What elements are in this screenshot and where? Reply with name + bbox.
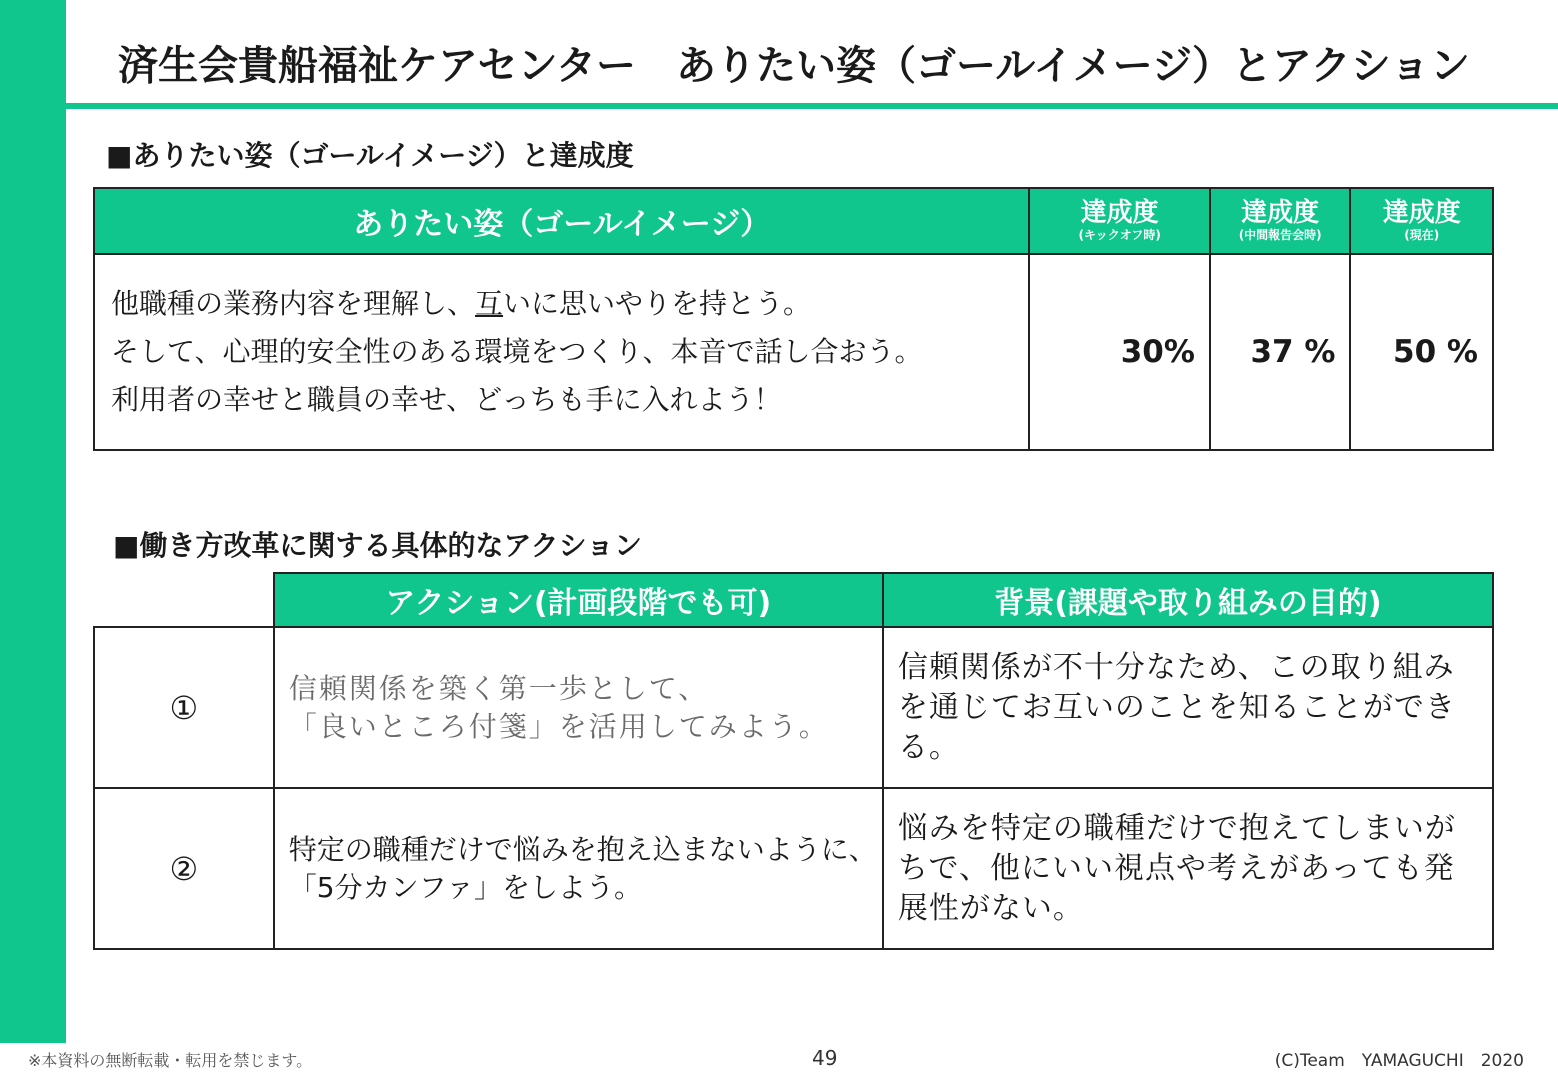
background-cell: 信頼関係が不十分なため、この取り組みを通じてお互いのことを知ることができる。 bbox=[883, 627, 1493, 788]
rate-header-sublabel: (キックオフ時) bbox=[1078, 228, 1161, 242]
rate-midterm-value: 37 % bbox=[1210, 254, 1351, 450]
goal-text: いに思いやりを持とう。 bbox=[503, 287, 812, 320]
action-cell bbox=[274, 788, 883, 949]
goal-table-row bbox=[94, 254, 1493, 450]
action-table bbox=[93, 572, 1494, 950]
blank-header-cell bbox=[94, 573, 274, 627]
rate-header-label: 達成度 bbox=[1241, 198, 1320, 228]
footer-notice: ※本資料の無断転載・転用を禁じます。 bbox=[28, 1051, 313, 1070]
rate-column-header-midterm bbox=[1210, 188, 1351, 254]
goal-line-2: そして、心理的安全性のある環境をつくり、本音で話し合おう。 bbox=[111, 335, 923, 368]
goal-column-header: ありたい姿（ゴールイメージ） bbox=[94, 188, 1029, 254]
background-column-header: 背景(課題や取り組みの目的) bbox=[883, 573, 1493, 627]
action-table-header-row bbox=[94, 573, 1493, 627]
goal-table bbox=[93, 187, 1494, 451]
rate-kickoff-value: 30% bbox=[1029, 254, 1210, 450]
rate-header-label: 達成度 bbox=[1382, 198, 1461, 228]
page-number: 49 bbox=[812, 1046, 838, 1070]
rate-header-sublabel: (中間報告会時) bbox=[1238, 228, 1322, 242]
table-row bbox=[94, 788, 1493, 949]
footer-copyright: (C)Team YAMAGUCHI 2020 bbox=[1274, 1051, 1524, 1071]
rate-current-value: 50 % bbox=[1350, 254, 1493, 450]
action-column-header: アクション(計画段階でも可) bbox=[274, 573, 883, 627]
rate-header-sublabel: (現在) bbox=[1404, 228, 1440, 242]
goal-line-1 bbox=[111, 280, 1028, 328]
action-cell bbox=[274, 627, 883, 788]
table-row bbox=[94, 627, 1493, 788]
row-number: ① bbox=[94, 627, 274, 788]
row-number: ② bbox=[94, 788, 274, 949]
green-sidebar bbox=[0, 0, 66, 1043]
rate-column-header-kickoff bbox=[1029, 188, 1210, 254]
goal-table-header-row bbox=[94, 188, 1493, 254]
section-heading-actions: ■働き方改革に関する具体的なアクション bbox=[113, 529, 643, 562]
action-line-1: 信頼関係を築く第一歩として、 bbox=[288, 671, 709, 705]
goal-text-underlined: 互 bbox=[475, 287, 504, 320]
background-cell: 悩みを特定の職種だけで抱えてしまいがちで、他にいい視点や考えがあっても発展性がない。 bbox=[883, 788, 1493, 949]
title-divider bbox=[66, 103, 1558, 109]
rate-column-header-current bbox=[1350, 188, 1493, 254]
goal-text: 他職種の業務内容を理解し、 bbox=[111, 287, 476, 320]
page-title: 済生会貴船福祉ケアセンター ありたい姿（ゴールイメージ）とアクション bbox=[118, 43, 1470, 89]
action-line-2: 「5分カンファ」をしよう。 bbox=[288, 870, 643, 904]
action-line-1: 特定の職種だけで悩みを抱え込まないように、 bbox=[288, 832, 877, 866]
rate-header-label: 達成度 bbox=[1080, 198, 1159, 228]
section-heading-goal: ■ありたい姿（ゴールイメージ）と達成度 bbox=[106, 139, 634, 172]
goal-line-3: 利用者の幸せと職員の幸せ、どっちも手に入れよう！ bbox=[111, 383, 782, 416]
goal-description-cell bbox=[94, 254, 1029, 450]
action-line-2: 「良いところ付箋」を活用してみよう。 bbox=[288, 709, 829, 743]
